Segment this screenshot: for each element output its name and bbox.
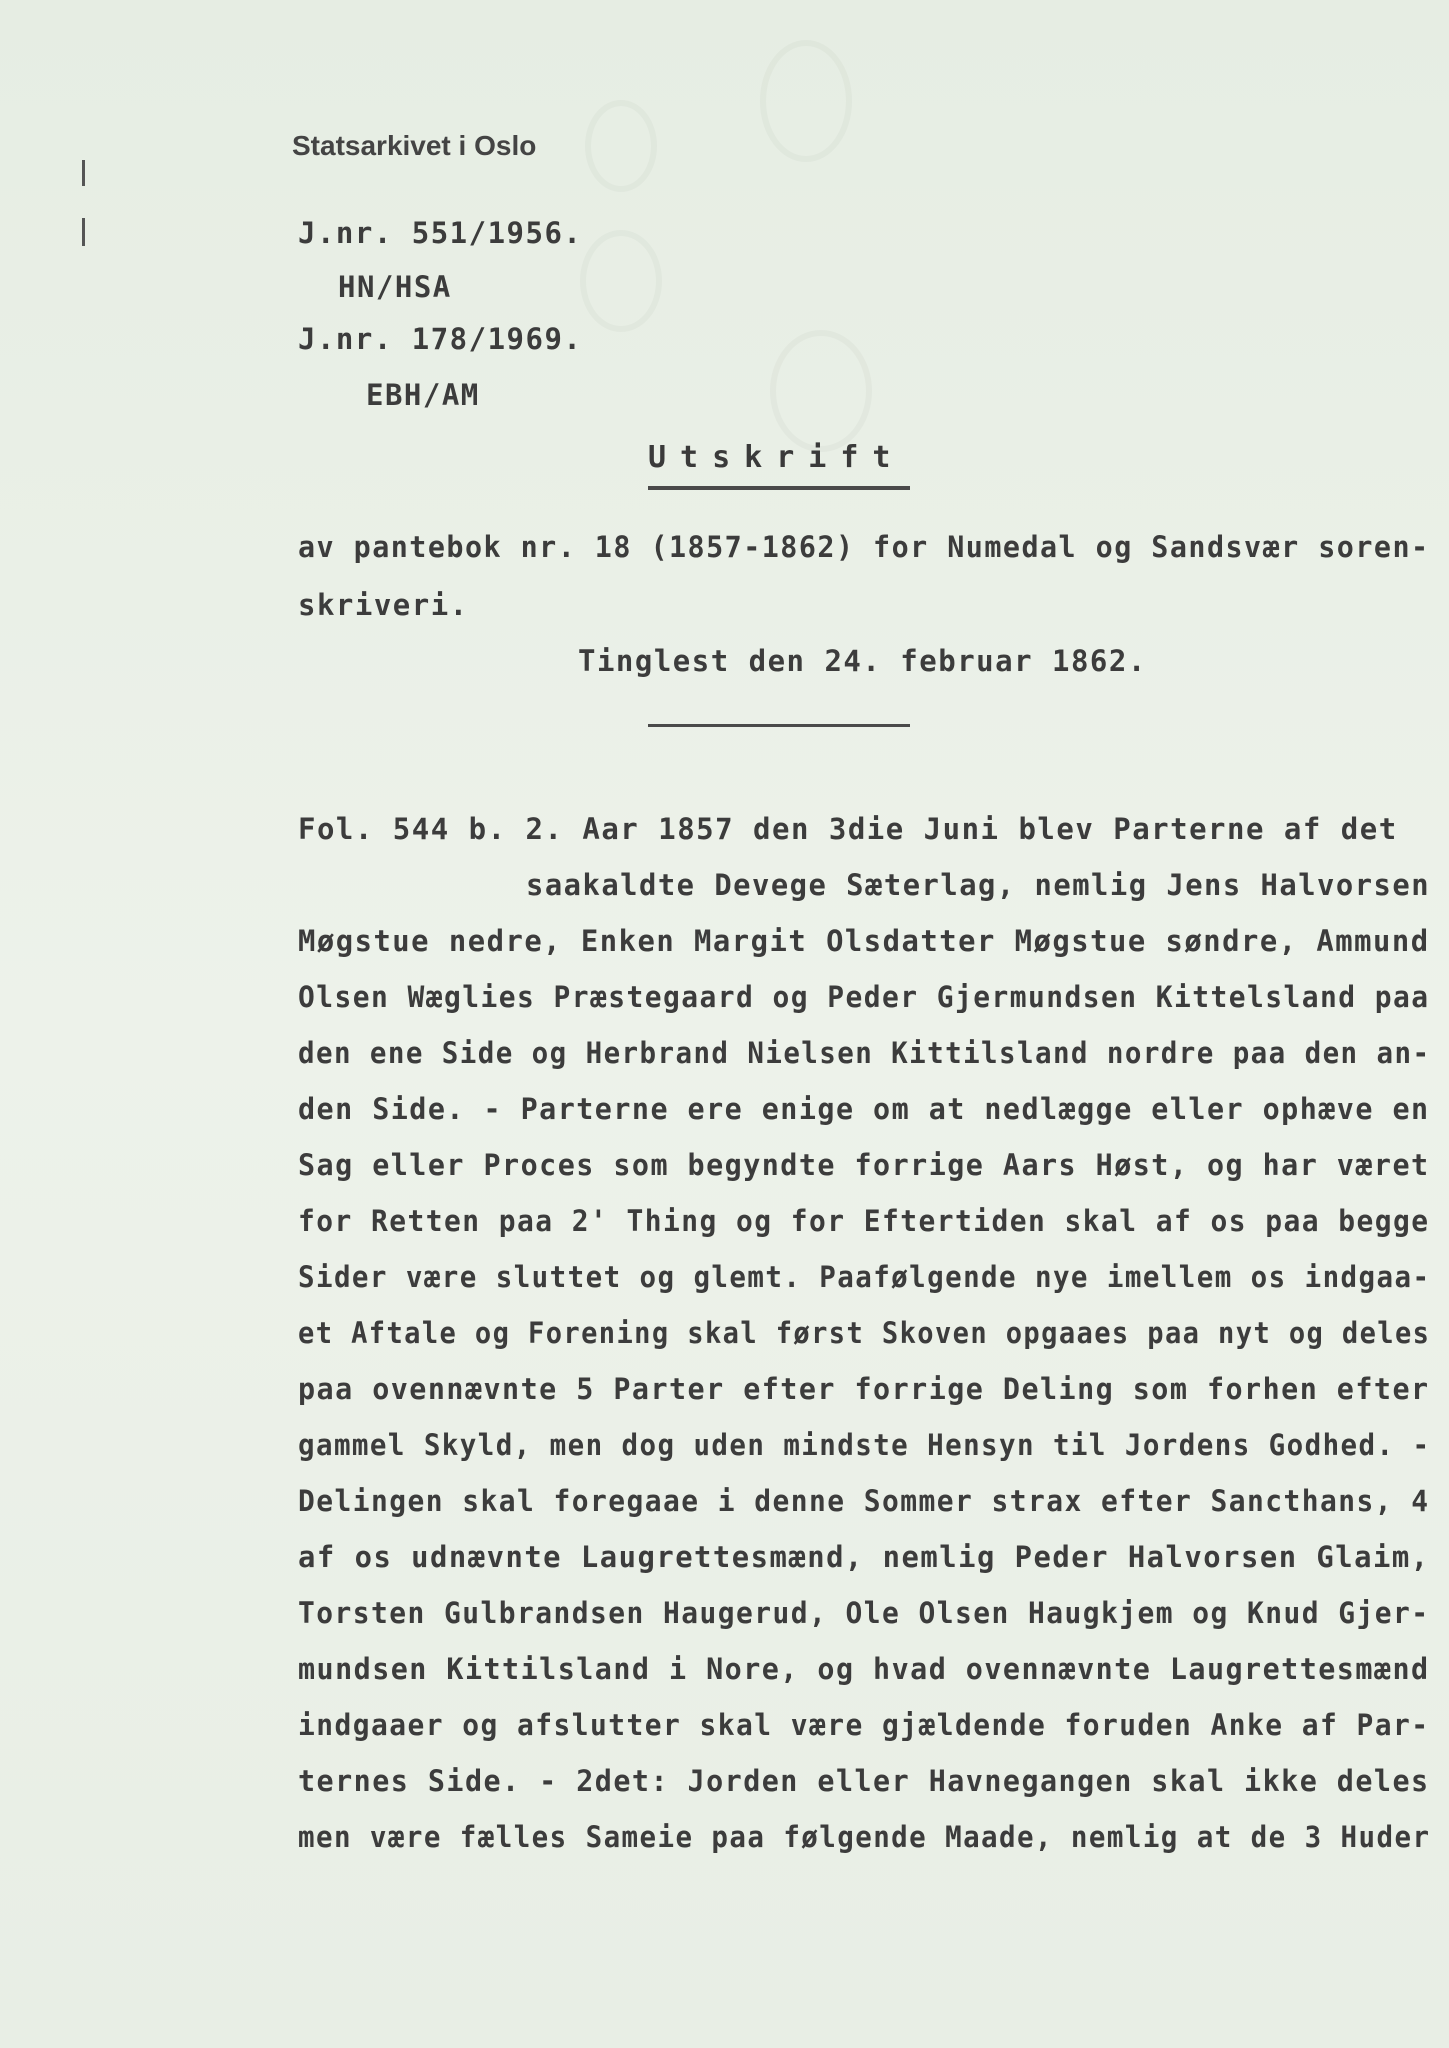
section-divider	[648, 724, 910, 727]
body-line: Torsten Gulbrandsen Haugerud, Ole Olsen Haugkjem og Knud Gjer-	[298, 1596, 1430, 1630]
body-line: mundsen Kittilsland i Nore, og hvad ovennævnte Laugrettesmænd	[298, 1652, 1430, 1686]
journal-number-1: J.nr. 551/1956.	[298, 216, 583, 250]
body-line: et Aftale og Forening skal først Skoven opgaaes paa nyt og deles	[298, 1316, 1431, 1350]
body-line: Fol. 544 b. 2. Aar 1857 den 3die Juni blev Parterne af det	[298, 812, 1398, 846]
title-underline	[648, 486, 910, 490]
intro-line-2: skriveri.	[298, 588, 469, 622]
body-line: saakaldte Devege Sæterlag, nemlig Jens Halvorsen	[526, 868, 1431, 902]
body-line: Olsen Wæglies Præstegaard og Peder Gjermundsen Kittelsland paa	[298, 980, 1430, 1014]
body-line: indgaaer og afslutter skal være gjældende foruden Anke af Par-	[298, 1708, 1430, 1742]
ghost-mark	[585, 100, 657, 192]
tinglest-date: Tinglest den 24. februar 1862.	[578, 644, 1147, 678]
intro-line-1: av pantebok nr. 18 (1857-1862) for Numedal og Sandsvær soren-	[298, 530, 1430, 564]
body-line: men være fælles Sameie paa følgende Maade, nemlig at de 3 Huder	[298, 1820, 1431, 1854]
body-line: gammel Skyld, men dog uden mindste Hensyn til Jordens Godhed. -	[298, 1428, 1431, 1462]
ghost-mark	[760, 40, 852, 162]
body-line: af os udnævnte Laugrettesmænd, nemlig Peder Halvorsen Glaim,	[298, 1540, 1430, 1574]
body-line: Sider være sluttet og glemt. Paafølgende nye imellem os indgaa-	[298, 1260, 1431, 1294]
initials-1: HN/HSA	[338, 270, 452, 304]
body-line: Sag eller Proces som begyndte forrige Aars Høst, og har været	[298, 1148, 1430, 1182]
body-line: Møgstue nedre, Enken Margit Olsdatter Møgstue søndre, Ammund	[298, 924, 1430, 958]
ghost-mark	[770, 330, 872, 452]
initials-2: EBH/AM	[366, 378, 480, 412]
ghost-mark	[580, 230, 662, 332]
body-line: den Side. - Parterne ere enige om at nedlægge eller ophæve en	[298, 1092, 1430, 1126]
archive-stamp: Statsarkivet i Oslo	[292, 130, 537, 161]
margin-mark	[82, 218, 85, 246]
body-line: ternes Side. - 2det: Jorden eller Havnegangen skal ikke deles	[298, 1764, 1430, 1798]
body-line: paa ovennævnte 5 Parter efter forrige Deling som forhen efter	[298, 1372, 1430, 1406]
body-line: den ene Side og Herbrand Nielsen Kittilsland nordre paa den an-	[298, 1036, 1431, 1070]
journal-number-2: J.nr. 178/1969.	[298, 322, 583, 356]
body-line: for Retten paa 2' Thing og for Eftertiden skal af os paa begge	[298, 1204, 1430, 1238]
body-line: Delingen skal foregaae i denne Sommer strax efter Sancthans, 4	[298, 1484, 1430, 1518]
margin-mark	[82, 160, 85, 186]
document-title: Utskrift	[648, 440, 905, 475]
